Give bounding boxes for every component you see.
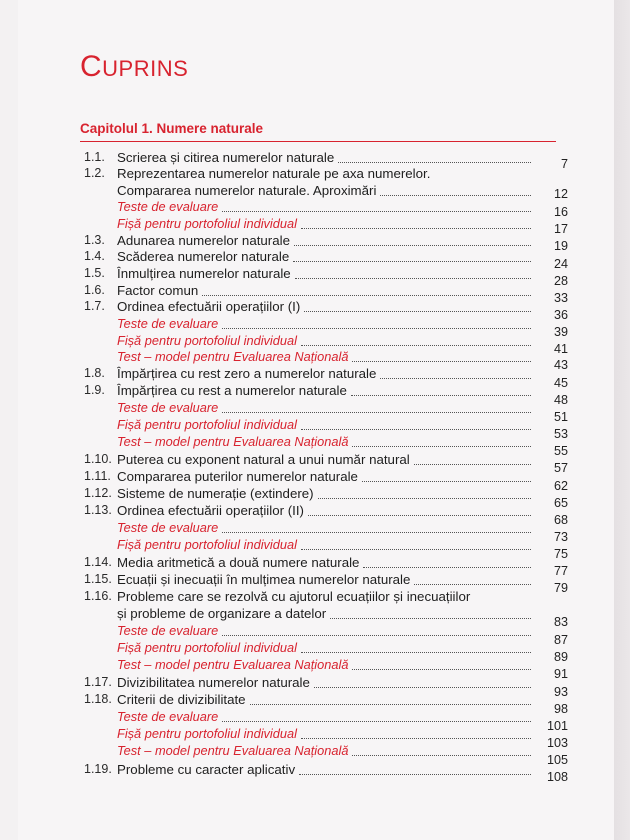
toc-page-number: 24	[553, 257, 568, 271]
toc-entry-line	[117, 709, 537, 725]
toc-entry-subtitle: Fișă pentru portofoliul individual	[117, 537, 297, 552]
toc-entry-number: 1.4.	[84, 249, 105, 263]
dot-leader	[299, 773, 531, 775]
toc-entry-title: și probleme de organizare a datelor	[117, 606, 327, 621]
toc-entry-line	[117, 366, 537, 382]
toc-entry-line	[117, 726, 537, 742]
toc-entry-title: Ecuații și inecuații în mulțimea numerelor naturale	[117, 572, 411, 587]
dot-leader	[222, 720, 531, 722]
toc-entry-number: 1.6.	[84, 283, 105, 297]
toc-page-number: 57	[553, 461, 568, 475]
dot-leader	[351, 394, 531, 396]
toc-page-number: 39	[553, 325, 568, 339]
toc-entry-title: Compararea puterilor numerelor naturale	[117, 469, 358, 484]
dot-leader	[304, 310, 531, 312]
dot-leader	[380, 377, 531, 379]
toc-page-number: 98	[553, 702, 568, 716]
toc-entry-title: Puterea cu exponent natural a unui număr natural	[117, 452, 410, 467]
toc-entry-line	[117, 452, 537, 468]
toc-entry-line	[117, 623, 537, 639]
toc-page-number: 79	[553, 581, 568, 595]
toc-page-number: 73	[553, 530, 568, 544]
toc-entry-subtitle: Teste de evaluare	[117, 520, 219, 535]
toc-page-number: 101	[546, 719, 568, 733]
toc-entry-line	[117, 434, 537, 450]
toc-entry-subtitle: Fișă pentru portofoliul individual	[117, 640, 297, 655]
dot-leader	[362, 480, 531, 482]
toc-page-number: 16	[553, 205, 568, 219]
toc-entry-line	[117, 520, 537, 536]
toc-entry	[0, 589, 630, 605]
dot-leader	[294, 244, 531, 246]
toc-page-number: 105	[546, 753, 568, 767]
toc-entry-line	[117, 349, 537, 365]
toc-entry-subtitle: Teste de evaluare	[117, 316, 219, 331]
toc-page-number: 53	[553, 427, 568, 441]
toc-entry-line	[117, 589, 537, 605]
toc-entry-line	[117, 299, 537, 315]
toc-entry-line	[117, 283, 537, 299]
toc-entry-title: Scrierea și citirea numerelor naturale	[117, 150, 335, 165]
toc-entry-line	[117, 675, 537, 691]
dot-leader	[301, 227, 531, 229]
toc-entry-number: 1.2.	[84, 166, 105, 180]
toc-entry-subtitle: Fișă pentru portofoliul individual	[117, 216, 297, 231]
toc-page-number: 51	[553, 410, 568, 424]
toc-page-number: 77	[553, 564, 568, 578]
toc-entry-title: Ordinea efectuării operațiilor (II)	[117, 503, 304, 518]
toc-entry-line	[117, 762, 537, 778]
toc-entry-line	[117, 469, 537, 485]
page-title-initial: C	[80, 50, 103, 83]
toc-entry-line	[117, 657, 537, 673]
toc-page-number: 19	[553, 239, 568, 253]
toc-entry-title: Sisteme de numerație (extindere)	[117, 486, 314, 501]
toc-entry-number: 1.9.	[84, 383, 105, 397]
toc-entry-number: 1.11.	[84, 469, 111, 483]
toc-entry-title: Factor comun	[117, 283, 199, 298]
toc-entry-number: 1.7.	[84, 299, 105, 313]
toc-entry-subtitle: Teste de evaluare	[117, 709, 219, 724]
toc-page-number: 41	[553, 342, 568, 356]
dot-leader	[301, 651, 531, 653]
toc-entry-subtitle: Teste de evaluare	[117, 199, 219, 214]
dot-leader	[301, 344, 531, 346]
toc-page-number: 45	[553, 376, 568, 390]
toc-page-number: 68	[553, 513, 568, 527]
toc-entry-subtitle: Fișă pentru portofoliul individual	[117, 726, 297, 741]
toc-entry-number: 1.16.	[84, 589, 112, 603]
toc-page-number: 36	[553, 308, 568, 322]
dot-leader	[301, 548, 531, 550]
toc-page-number: 7	[560, 157, 568, 171]
toc-page-number: 43	[553, 358, 568, 372]
page-title-rest: UPRINS	[102, 56, 189, 81]
dot-leader	[301, 737, 531, 739]
toc-entry-title: Scăderea numerelor naturale	[117, 249, 290, 264]
toc-entry-number: 1.17.	[84, 675, 112, 689]
toc-entry-subtitle: Test – model pentru Evaluarea Națională	[117, 657, 349, 672]
toc-entry-title: Reprezentarea numerelor naturale pe axa numerelor.	[117, 166, 431, 181]
toc-entry-subtitle: Teste de evaluare	[117, 623, 219, 638]
toc-entry-number: 1.18.	[84, 692, 112, 706]
toc-entry-line	[117, 166, 537, 182]
toc-entry-line	[117, 743, 537, 759]
dot-leader	[301, 428, 531, 430]
toc-entry-number: 1.8.	[84, 366, 105, 380]
toc-entry-number: 1.15.	[84, 572, 112, 586]
dot-leader	[338, 161, 531, 163]
dot-leader	[293, 260, 531, 262]
toc-page-number: 48	[553, 393, 568, 407]
toc-entry-line	[117, 606, 537, 622]
toc-entry-title: Înmulțirea numerelor naturale	[117, 266, 291, 281]
toc-entry-line	[117, 400, 537, 416]
dot-leader	[414, 583, 531, 585]
dot-leader	[380, 194, 531, 196]
toc-entry-line	[117, 316, 537, 332]
toc-page-number: 12	[553, 187, 568, 201]
toc-entry-line	[117, 266, 537, 282]
dot-leader	[222, 327, 531, 329]
toc-entry-title: Probleme cu caracter aplicativ	[117, 762, 296, 777]
toc-entry-line	[117, 555, 537, 571]
toc-entry-line	[117, 249, 537, 265]
toc-page-number: 55	[553, 444, 568, 458]
toc-entry-title: Împărțirea cu rest zero a numerelor naturale	[117, 366, 377, 381]
toc-page-number: 75	[553, 547, 568, 561]
dot-leader	[352, 754, 531, 756]
toc-entry-line	[117, 216, 537, 232]
toc-entry-number: 1.10.	[84, 452, 112, 466]
toc-entry-line	[117, 572, 537, 588]
dot-leader	[222, 411, 531, 413]
toc-entry-title: Criterii de divizibilitate	[117, 692, 246, 707]
toc-entry-number: 1.13.	[84, 503, 112, 517]
dot-leader	[318, 497, 531, 499]
toc-page-number: 87	[553, 633, 568, 647]
toc-entry-title: Divizibilitatea numerelor naturale	[117, 675, 310, 690]
toc-entry-line	[117, 537, 537, 553]
toc-entry-line	[117, 333, 537, 349]
toc-entry-number: 1.12.	[84, 486, 112, 500]
toc-entry-number: 1.14.	[84, 555, 112, 569]
dot-leader	[363, 566, 531, 568]
toc-entry-number: 1.3.	[84, 233, 105, 247]
toc-page-number: 83	[553, 615, 568, 629]
toc-entry-title: Ordinea efectuării operațiilor (I)	[117, 299, 301, 314]
toc-entry-line	[117, 233, 537, 249]
toc-page-number: 17	[553, 222, 568, 236]
chapter-heading: Capitolul 1. Numere naturale	[80, 121, 264, 136]
toc-entry	[0, 166, 630, 182]
toc-page-number: 89	[553, 650, 568, 664]
toc-entry-title: Compararea numerelor naturale. Aproximări	[117, 183, 377, 198]
toc-entry-title: Probleme care se rezolvă cu ajutorul ecuațiilor și inecuațiilor	[117, 589, 471, 604]
toc-entry-number: 1.5.	[84, 266, 105, 280]
dot-leader	[414, 463, 531, 465]
toc-entry-subtitle: Test – model pentru Evaluarea Națională	[117, 743, 349, 758]
toc-entry-title: Media aritmetică a două numere naturale	[117, 555, 360, 570]
dot-leader	[352, 668, 531, 670]
toc-page-number: 28	[553, 274, 568, 288]
toc-entry-line	[117, 503, 537, 519]
dot-leader	[330, 617, 531, 619]
toc-entry-line	[117, 199, 537, 215]
toc-entry-number: 1.19.	[84, 762, 112, 776]
toc-page-number: 33	[553, 291, 568, 305]
toc-entry-number: 1.1.	[84, 150, 105, 164]
toc-page-number: 62	[553, 479, 568, 493]
toc-entry-line	[117, 640, 537, 656]
toc-page-number: 108	[546, 770, 568, 784]
toc-entry-line	[117, 383, 537, 399]
toc-page-number: 103	[546, 736, 568, 750]
toc-page-number: 93	[553, 685, 568, 699]
toc-entry-subtitle: Test – model pentru Evaluarea Națională	[117, 434, 349, 449]
dot-leader	[308, 514, 531, 516]
toc-entry-subtitle: Fișă pentru portofoliul individual	[117, 417, 297, 432]
dot-leader	[352, 360, 531, 362]
toc-entry-subtitle: Test – model pentru Evaluarea Națională	[117, 349, 349, 364]
dot-leader	[222, 531, 531, 533]
dot-leader	[295, 277, 531, 279]
toc-entry-title: Adunarea numerelor naturale	[117, 233, 290, 248]
toc-entry-line	[117, 183, 537, 199]
toc-page-number: 91	[553, 667, 568, 681]
dot-leader	[222, 634, 531, 636]
toc-entry-subtitle: Fișă pentru portofoliul individual	[117, 333, 297, 348]
toc-entry-line	[117, 150, 537, 166]
toc-page-number: 65	[553, 496, 568, 510]
toc-entry-line	[117, 486, 537, 502]
dot-leader	[314, 686, 531, 688]
toc-entry-line	[117, 692, 537, 708]
dot-leader	[250, 703, 531, 705]
dot-leader	[222, 210, 531, 212]
dot-leader	[202, 294, 531, 296]
dot-leader	[352, 445, 531, 447]
toc-entry-subtitle: Teste de evaluare	[117, 400, 219, 415]
toc-entry-title: Împărțirea cu rest a numerelor naturale	[117, 383, 347, 398]
toc-entry-line	[117, 417, 537, 433]
